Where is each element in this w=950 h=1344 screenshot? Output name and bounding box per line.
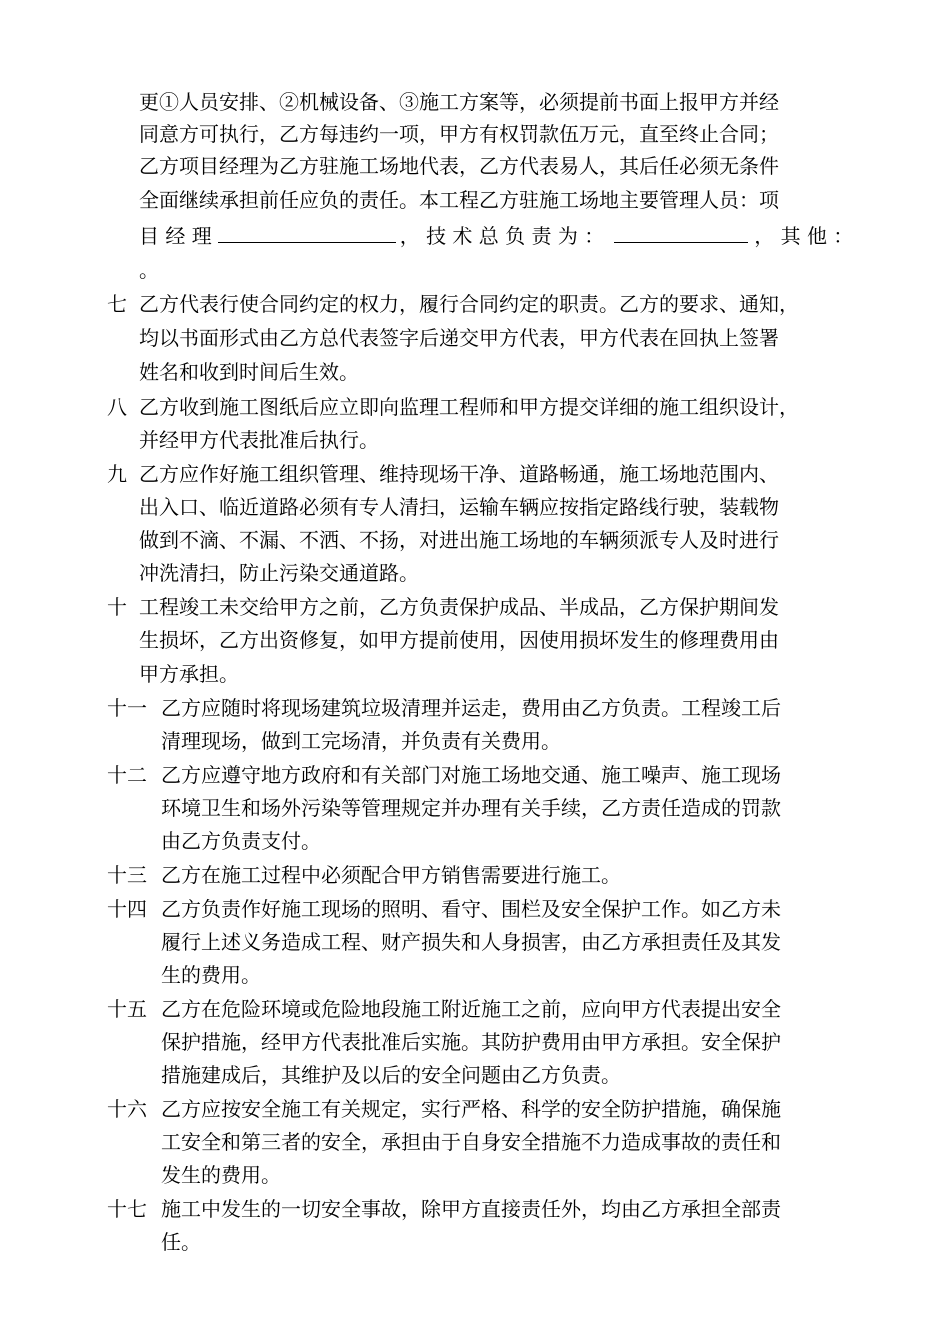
clause-line: 工安全和第三者的安全，承担由于自身安全措施不力造成事故的责任和 [161,1130,781,1154]
clause-line: 出入口、临近道路必须有专人清扫，运输车辆应按指定路线行驶，装载物 [139,495,779,519]
clause-line: 乙方应作好施工组织管理、维持现场干净、道路畅通，施工场地范围内、 [139,462,779,486]
clause-line: 姓名和收到时间后生效。 [139,360,359,384]
clause-number: 八 [107,395,127,419]
clause-line: 乙方在施工过程中必须配合甲方销售需要进行施工。 [161,863,621,887]
others-label: ， 其 他 ： [754,224,854,248]
clause-number: 十三 [107,863,147,887]
clause-line: 由乙方负责支付。 [161,829,321,853]
clause-line: 发生的费用。 [161,1163,281,1187]
project-manager-label: 目 经 理 [139,224,212,248]
clause-line: 任。 [161,1230,201,1254]
clause-line: 乙方负责作好施工现场的照明、看守、围栏及安全保护工作。如乙方未 [161,897,781,921]
clause-line: 施工中发生的一切安全事故，除甲方直接责任外，均由乙方承担全部责 [161,1197,781,1221]
clause-line: 清理现场，做到工完场清，并负责有关费用。 [161,729,561,753]
clause-line: 冲洗清扫，防止污染交通道路。 [139,561,419,585]
clause-line: 乙方应遵守地方政府和有关部门对施工场地交通、施工噪声、施工现场 [161,763,781,787]
clause-number: 十四 [107,897,147,921]
clause-line: 乙方代表行使合同约定的权力，履行合同约定的职责。乙方的要求、通知， [139,292,799,316]
intro-tail: 。 [139,258,159,282]
clause-line: 乙方应按安全施工有关规定，实行严格、科学的安全防护措施，确保施 [161,1097,781,1121]
intro-line: 全面继续承担前任应负的责任。本工程乙方驻施工场地主要管理人员：项 [139,188,779,212]
clause-number: 十一 [107,696,147,720]
intro-line: 同意方可执行，乙方每违约一项，甲方有权罚款伍万元，直至终止合同； [139,122,779,146]
clause-number: 十七 [107,1197,147,1221]
clause-line: 做到不滴、不漏、不洒、不扬，对进出施工场地的车辆须派专人及时进行 [139,528,779,552]
clause-line: 乙方收到施工图纸后应立即向监理工程师和甲方提交详细的施工组织设计， [139,395,799,419]
clause-line: 生损坏，乙方出资修复，如甲方提前使用，因使用损坏发生的修理费用由 [139,628,779,652]
technical-lead-blank[interactable] [614,220,748,243]
project-manager-blank[interactable] [218,220,396,243]
clause-line: 措施建成后，其维护及以后的安全问题由乙方负责。 [161,1063,621,1087]
clause-line: 工程竣工未交给甲方之前，乙方负责保护成品、半成品，乙方保护期间发 [139,595,779,619]
clause-line: 履行上述义务造成工程、财产损失和人身损害，由乙方承担责任及其发 [161,930,781,954]
clause-line: 乙方在危险环境或危险地段施工附近施工之前，应向甲方代表提出安全 [161,997,781,1021]
clause-number: 十二 [107,763,147,787]
intro-line: 更①人员安排、②机械设备、③施工方案等，必须提前书面上报甲方并经 [139,90,779,114]
clause-line: 保护措施，经甲方代表批准后实施。其防护费用由甲方承担。安全保护 [161,1030,781,1054]
clause-line: 并经甲方代表批准后执行。 [139,428,379,452]
clause-number: 十六 [107,1097,147,1121]
clause-line: 乙方应随时将现场建筑垃圾清理并运走，费用由乙方负责。工程竣工后 [161,696,781,720]
clause-number: 七 [107,292,127,316]
clause-number: 九 [107,462,127,486]
clause-line: 甲方承担。 [139,662,239,686]
clause-number: 十 [107,595,127,619]
clause-line: 均以书面形式由乙方总代表签字后递交甲方代表，甲方代表在回执上签署 [139,326,779,350]
personnel-fill-line [139,220,853,252]
technical-lead-label: ， 技 术 总 负 责 为 ： [399,224,605,248]
intro-line: 乙方项目经理为乙方驻施工场地代表，乙方代表易人，其后任必须无条件 [139,154,779,178]
clause-line: 生的费用。 [161,963,261,987]
clause-line: 环境卫生和场外污染等管理规定并办理有关手续，乙方责任造成的罚款 [161,796,781,820]
clause-number: 十五 [107,997,147,1021]
